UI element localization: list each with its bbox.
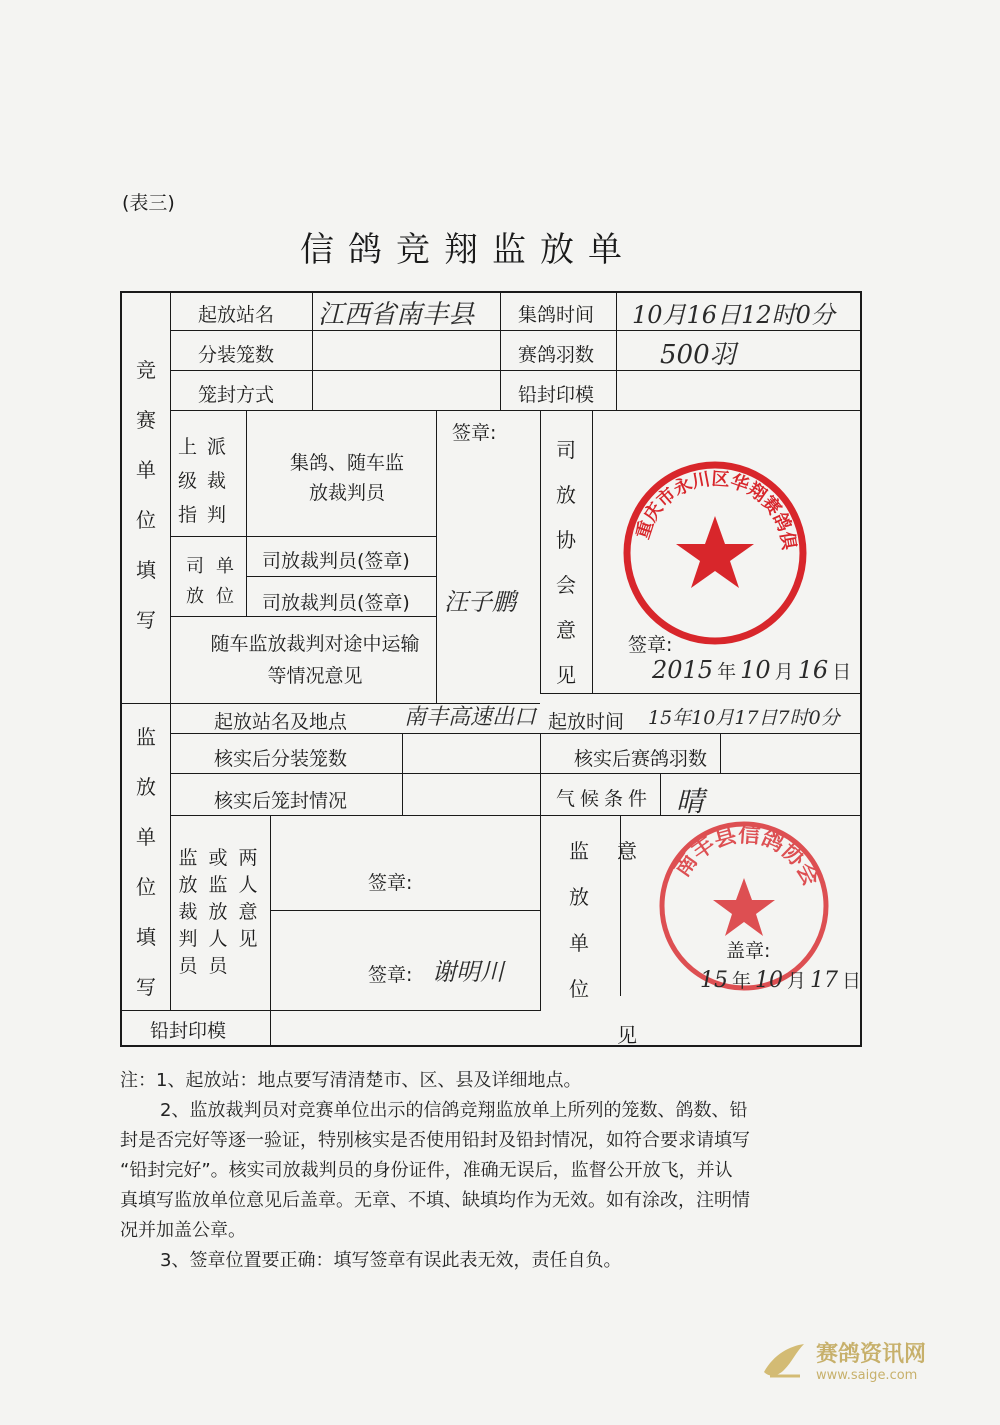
note-2d: 真填写监放单位意见后盖章。无章、不填、缺填均作为无效。如有涂改，注明情 <box>120 1190 750 1211</box>
release-referee-2: 司放裁判员(签章) <box>262 592 410 614</box>
release-station-label: 起放站名 <box>198 304 275 326</box>
bird-count-value: 500羽 <box>660 340 736 370</box>
collection-time-value: 10月16日12时0分 <box>632 301 835 329</box>
watermark-url: www.saige.com <box>816 1368 918 1383</box>
form-number: (表三) <box>122 192 175 214</box>
verified-seal-label: 核实后笼封情况 <box>214 790 348 812</box>
note-2e: 况并加盖公章。 <box>120 1220 246 1241</box>
association-signature-label: 签章: <box>628 634 673 656</box>
verified-birds-label: 核实后赛鸽羽数 <box>574 748 708 770</box>
seal-mold-label: 铅封印模 <box>518 384 595 406</box>
supervisor-signature-2-value: 谢明川 <box>432 958 504 986</box>
note-2b: 封是否完好等逐一验证，特别核实是否使用铅封及铅封情况，如符合要求请填写 <box>120 1130 750 1151</box>
notes <box>120 1066 880 1276</box>
verified-cages-label: 核实后分装笼数 <box>214 748 348 770</box>
collection-time-label: 集鸽时间 <box>518 304 595 326</box>
association-date: 2015 年 10 月 16 日 <box>652 656 852 684</box>
watermark <box>760 1336 926 1384</box>
unit-opinion-date: 15 年 10 月 17 日 <box>700 968 862 993</box>
supervision-seal-mold-label: 铅封印模 <box>150 1020 227 1042</box>
note-3: 3、签章位置要正确：填写签章有误此表无效，责任自负。 <box>160 1250 622 1271</box>
page-title: 信鸽竞翔监放单 <box>300 230 636 270</box>
unit-release-label: 司 单 放 位 <box>186 556 234 607</box>
pigeon-logo-icon <box>760 1336 808 1384</box>
bird-count-label: 赛鸽羽数 <box>518 344 595 366</box>
section-competition-label: 竞赛单位填写 <box>136 358 156 632</box>
watermark-site-name: 赛鸽资讯网 <box>816 1342 927 1367</box>
note-2c: “铅封完好”。核实司放裁判员的身份证件，准确无误后，监督公开放飞，并认 <box>120 1160 733 1181</box>
note-2a: 2、监放裁判员对竞赛单位出示的信鸽竞翔监放单上所列的笼数、鸽数、铅 <box>160 1100 748 1121</box>
release-station-value: 江西省南丰县 <box>318 300 475 330</box>
supervisors-label: 监 放 裁 判 员 或 监 放 人 员 两 人 意 见 <box>178 847 258 977</box>
association-opinion-label: 司 放 协 会 意 见 <box>556 438 576 687</box>
weather-label: 气候条件 <box>556 788 653 810</box>
release-time-label: 起放时间 <box>548 711 625 733</box>
cage-count-label: 分装笼数 <box>198 344 275 366</box>
referee-role-label: 集鸽、随车监放裁判员 <box>289 452 404 504</box>
association-stamp <box>622 460 808 646</box>
transport-opinion-label: 随车监放裁判对途中运输等情况意见 <box>210 633 420 687</box>
unit-opinion-label: 监 放 单 位 意 见 <box>569 839 637 1047</box>
release-referee-2-signature: 汪子鹏 <box>444 588 516 616</box>
svg-text:南丰县信鸽协会: 南丰县信鸽协会 <box>669 822 824 891</box>
supervisor-signature-2-label: 签章: <box>368 964 413 986</box>
release-location-label: 起放站名及地点 <box>214 711 348 733</box>
svg-text:重庆市永川区华翔赛鸽俱乐部: 重庆市永川区华翔赛鸽俱 <box>632 468 800 552</box>
referee-signature-label: 签章: <box>452 422 497 444</box>
release-referee-1: 司放裁判员(签章) <box>262 550 410 572</box>
note-1: 注：1、起放站：地点要写清清楚市、区、县及详细地点。 <box>120 1070 582 1091</box>
supervisor-signature-1-label: 签章: <box>368 872 413 894</box>
weather-value: 晴 <box>676 785 705 818</box>
dispatch-label: 上 派 级 裁 指 判 <box>178 436 227 526</box>
cage-seal-label: 笼封方式 <box>198 384 275 406</box>
release-location-value: 南丰高速出口 <box>404 705 537 730</box>
release-time-value: 15年10月17日7时0分 <box>648 707 840 729</box>
unit-stamp-label: 盖章: <box>726 940 771 962</box>
section-supervision-label: 监放单位填写 <box>136 725 156 999</box>
